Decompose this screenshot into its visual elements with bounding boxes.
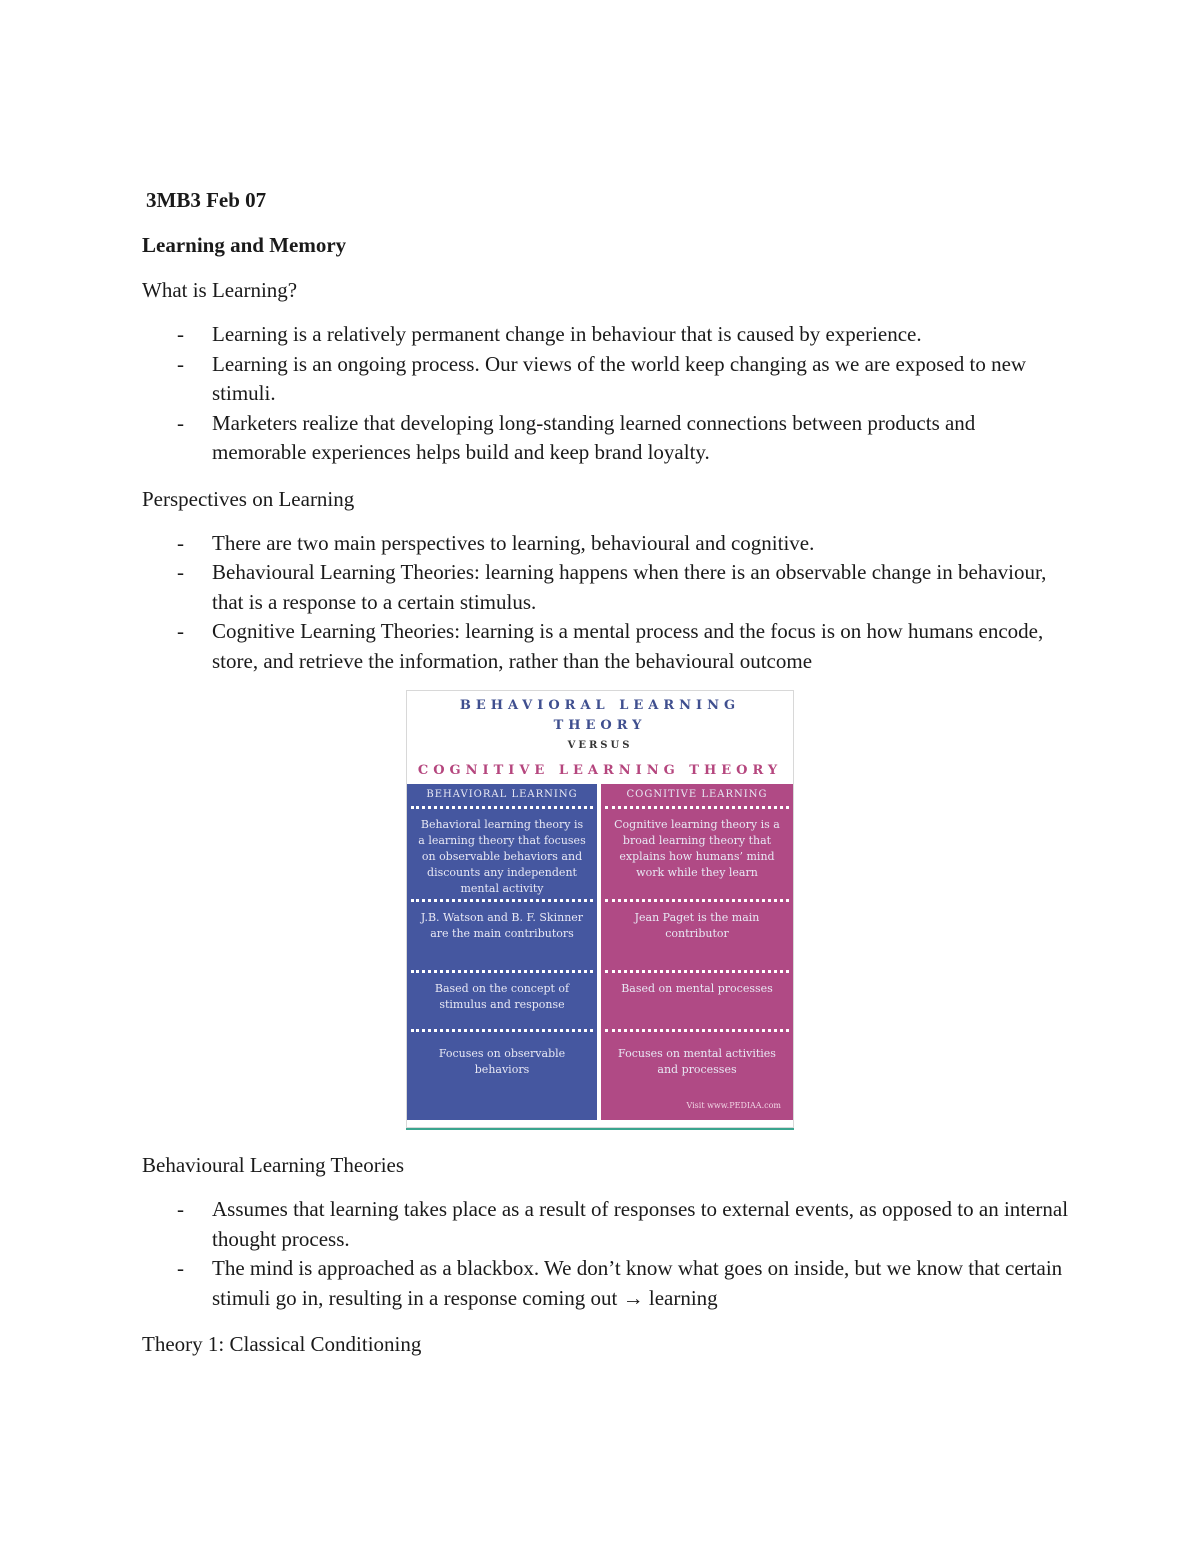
section-heading-theory1: Theory 1: Classical Conditioning [142,1332,422,1356]
behavioral-cell-concept: Based on the concept of stimulus and response [434,982,570,1011]
bullet-dash: - [177,560,184,584]
bullet-text: Learning is a relatively permanent change in behaviour that is caused by experience. [212,322,922,346]
list-item [142,320,1072,350]
figure-versus: VERSUS [567,740,633,751]
bullet-text: Learning is an ongoing process. Our views of the world keep changing as we are exposed to new stimuli. [212,351,1027,405]
list-item [142,1195,1072,1254]
cognitive-cell-concept: Based on mental processes [621,982,773,995]
cognitive-cell-focus: Focuses on mental activities and processes [618,1047,776,1076]
document-title: 3MB3 Feb 07 [146,188,267,212]
cognitive-cell-definition: Cognitive learning theory is a broad learning theory that explains how humans’ mind work while they learn [614,818,780,879]
bullet-text: There are two main perspectives to learning, behavioural and cognitive. [212,530,815,555]
cognitive-column-head: COGNITIVE LEARNING [626,789,768,800]
bullet-dash: - [177,351,184,376]
list-item [142,558,1072,617]
bullet-dash: - [177,410,184,435]
list-item [142,617,1072,676]
cognitive-column [601,784,793,1120]
section-heading-perspectives: Perspectives on Learning [142,486,355,511]
behavioral-cell-contributors: J.B. Watson and B. F. Skinner are the main contributors [420,911,584,940]
bullet-text: The mind is approached as a blackbox. We don’t know what goes on inside, but we know that certain stimuli go in, resulting in a response coming out → learning [212,1256,1063,1310]
behavioral-column-head: BEHAVIORAL LEARNING [426,789,578,800]
figure-title-line3: COGNITIVE LEARNING THEORY [417,763,783,778]
figure-columns [407,784,793,1120]
section-heading-behavioural: Behavioural Learning Theories [142,1153,405,1177]
behavioral-cell-definition: Behavioral learning theory is a learning theory that focuses on observable behaviors and discounts any independent mental activity [418,818,586,895]
bullet-list-behavioural [142,1195,1072,1313]
bullet-dash: - [177,1256,184,1280]
list-item [142,1254,1072,1313]
behavioral-cell-focus: Focuses on observable behaviors [438,1047,566,1076]
behavioral-column [407,784,597,1120]
figure-title-line1: BEHAVIORAL LEARNING [459,698,741,713]
figure-credit: Visit www.PEDIAA.com [686,1101,781,1110]
bullet-dash: - [177,530,184,555]
bullet-list-perspectives [142,529,1072,677]
list-item [142,529,1072,559]
figure-title-line2: THEORY [553,718,647,733]
bullet-list-what-is-learning [142,320,1072,468]
comparison-figure [406,690,794,1130]
document-subtitle: Learning and Memory [142,233,347,257]
bullet-text: Marketers realize that developing long-standing learned connections between products and memorable experiences helps build and keep brand loyalty. [212,410,976,464]
bullet-text: Behavioural Learning Theories: learning happens when there is an observable change in behaviour, that is a response to a certain stimulus. [212,560,1047,614]
list-item [142,350,1072,409]
bullet-dash: - [177,619,184,643]
figure-header [407,691,793,783]
figure-bottom-rule [406,1128,794,1130]
list-item [142,409,1072,468]
document-page [142,186,1072,1358]
bullet-dash: - [177,1197,184,1221]
comparison-infographic [406,690,794,1128]
cognitive-cell-contributors: Jean Paget is the main contributor [634,911,760,940]
bullet-text: Cognitive Learning Theories: learning is a mental process and the focus is on how humans encode, store, and retrieve the information, rather than the behavioural outcome [212,619,1044,673]
bullet-text: Assumes that learning takes place as a result of responses to external events, as opposed to an internal thought process. [212,1197,1069,1251]
section-heading-what-is-learning: What is Learning? [142,278,298,302]
bullet-dash: - [177,322,184,346]
